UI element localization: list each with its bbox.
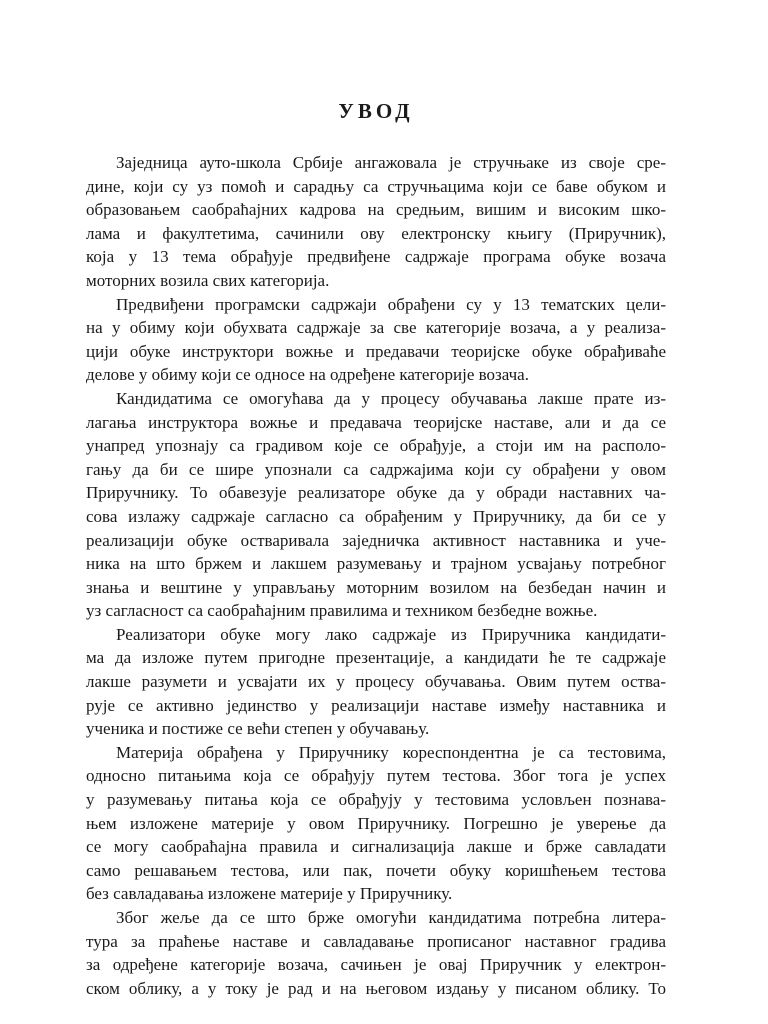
document-page [86, 96, 666, 1000]
text-line: тура за праћење наставе и савладавање прописаног наставног градива [86, 931, 666, 951]
text-line: Приручнику. То обавезује реализаторе обуке да у обради наставних ча- [86, 483, 666, 503]
text-line: која у 13 тема обрађује предвиђене садржаје програма обуке возача [86, 247, 666, 267]
text-line: делове у обиму који се односе на одређене категорије возача. [86, 365, 529, 385]
text-line: Предвиђени програмски садржаји обрађени су у 13 тематских цели- [116, 294, 666, 314]
text-line: реализацији обуке остваривала заједничка активност наставника и уче- [86, 530, 666, 550]
text-line: унапред упознају са градивом које се обрађује, а стоји им на располо- [86, 436, 666, 456]
paragraph [86, 623, 666, 741]
text-line: ма да изложе путем пригодне презентације, а кандидати ће те садржаје [86, 648, 666, 668]
text-line: Заједница ауто-школа Србије ангажовала је стручњаке из своје сре- [116, 153, 666, 172]
text-line: у разумевању питања која се обрађују у тестовима условљен познава- [86, 790, 666, 810]
text-line: њем изложене материје у овом Приручнику. Погрешно је уверење да [86, 813, 666, 833]
text-line: лама и факултетима, сачинили ову електронску књигу (Приручник), [86, 223, 666, 243]
text-line: Материја обрађена у Приручнику кореспондентна је са тестовима, [116, 742, 666, 762]
paragraph [86, 151, 666, 293]
paragraph [86, 387, 666, 623]
body-text [86, 151, 666, 1000]
text-line: сова излажу садржаје сагласно са обрађеним у Приручнику, да би се у [86, 506, 666, 526]
text-line: на у обиму који обухвата садржаје за све категорије возача, а у реализа- [86, 318, 666, 338]
text-line: лагања инструктора вожње и предавача теоријске наставе, али и да се [86, 412, 666, 432]
text-line: уз сагласност са саобраћајним правилима и техником безбедне вожње. [86, 601, 598, 621]
text-line: се могу саобраћајна правила и сигнализација лакше и брже савладати [86, 837, 666, 857]
text-line: образовањем саобраћајних кадрова на средњим, вишим и високим шко- [86, 200, 666, 220]
paragraph [86, 906, 666, 1000]
paragraph [86, 741, 666, 906]
page-title: УВОД [338, 99, 414, 123]
text-line: лакше разумети и усвајати их у процесу обучавања. Овим путем оства- [86, 672, 666, 692]
text-line: ученика и постиже се већи степен у обучавању. [86, 719, 430, 739]
text-line: моторних возила свих категорија. [86, 270, 330, 290]
text-line: ника на што бржем и лакшем разумевању и трајном усвајању потребног [86, 554, 666, 574]
text-line: само решавањем тестова, или пак, почети обуку коришћењем тестова [86, 860, 666, 880]
text-line: рује се активно јединство у реализацији наставе између наставника и [86, 695, 666, 715]
text-line: Због жеље да се што брже омогући кандидатима потребна литера- [116, 908, 666, 927]
text-line: гању да би се шире упознали са садржајима који су обрађени у овом [86, 459, 666, 479]
text-line: знања и вештине у управљању моторним возилом на безбедан начин и [86, 577, 666, 597]
text-line: Кандидатима се омогућава да у процесу обучавања лакше прате из- [116, 388, 666, 408]
text-line: дине, који су уз помоћ и сарадњу са стручњацима који се баве обуком и [86, 176, 666, 196]
paragraph [86, 293, 666, 387]
text-line: Реализатори обуке могу лако садржаје из Приручника кандидати- [116, 624, 666, 644]
text-line: за одређене категорије возача, сачињен је овај Приручник у електрон- [86, 955, 666, 975]
text-line: без савладавања изложене материје у Приручнику. [86, 884, 453, 904]
text-line: цији обуке инструктори вожње и предавачи теоријске обуке обрађиваће [86, 341, 666, 361]
text-line: ском облику, а у току је рад и на његовом издању у писаном облику. То [86, 978, 666, 998]
text-line: односно питањима која се обрађују путем тестова. Због тога је успех [86, 766, 666, 786]
